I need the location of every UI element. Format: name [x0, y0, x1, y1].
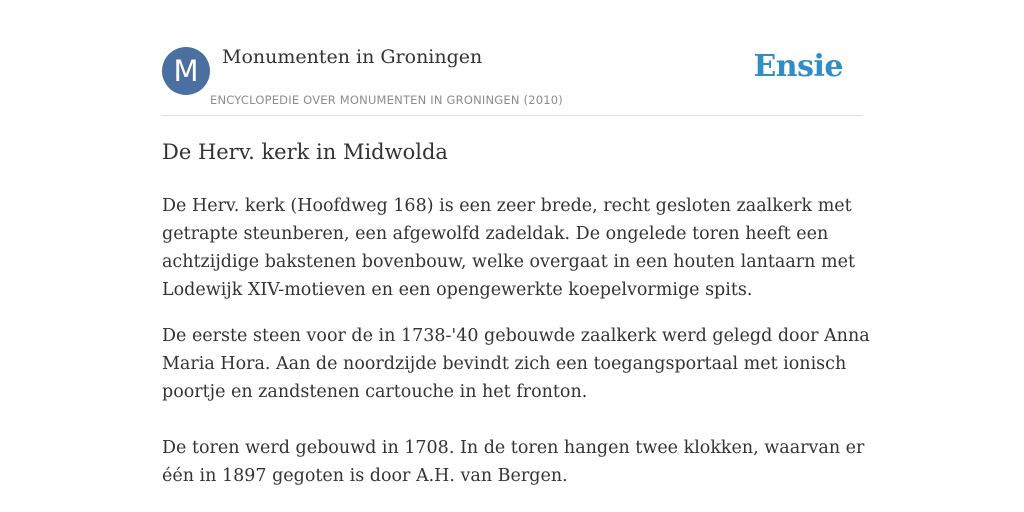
spacer	[162, 424, 862, 434]
paragraph-line: Lodewijk XIV-motieven en een opengewerkte koepelvormige spits.	[162, 280, 753, 300]
site-subtitle: ENCYCLOPEDIE OVER MONUMENTEN IN GRONINGEN (2010)	[210, 93, 563, 107]
paragraph	[162, 192, 862, 304]
site-title[interactable]: Monumenten in Groningen	[222, 46, 483, 68]
ensie-logo[interactable]: Ensie	[753, 49, 843, 84]
divider	[162, 115, 862, 116]
paragraph-line: De toren werd gebouwd in 1708. In de toren hangen twee klokken, waarvan er	[162, 438, 865, 458]
paragraph-line: poortje en zandstenen cartouche in het fronton.	[162, 382, 588, 402]
paragraph-line: De eerste steen voor de in 1738-'40 gebouwde zaalkerk werd gelegd door Anna	[162, 326, 870, 346]
paragraph-line: getrapte steunberen, een afgewolfd zadeldak. De ongelede toren heeft een	[162, 224, 829, 244]
article-body	[162, 192, 870, 508]
article-title: De Herv. kerk in Midwolda	[162, 140, 448, 164]
paragraph	[162, 434, 865, 490]
header	[162, 45, 862, 115]
paragraph-line: De Herv. kerk (Hoofdweg 168) is een zeer brede, recht gesloten zaalkerk met	[162, 196, 852, 216]
paragraph-line: één in 1897 gegoten is door A.H. van Bergen.	[162, 466, 568, 486]
avatar[interactable]: M	[162, 47, 210, 95]
paragraph-line: achtzijdige bakstenen bovenbouw, welke overgaat in een houten lantaarn met	[162, 252, 855, 272]
paragraph-line: Maria Hora. Aan de noordzijde bevindt zich een toegangsportaal met ionisch	[162, 354, 847, 374]
paragraph	[162, 322, 870, 406]
